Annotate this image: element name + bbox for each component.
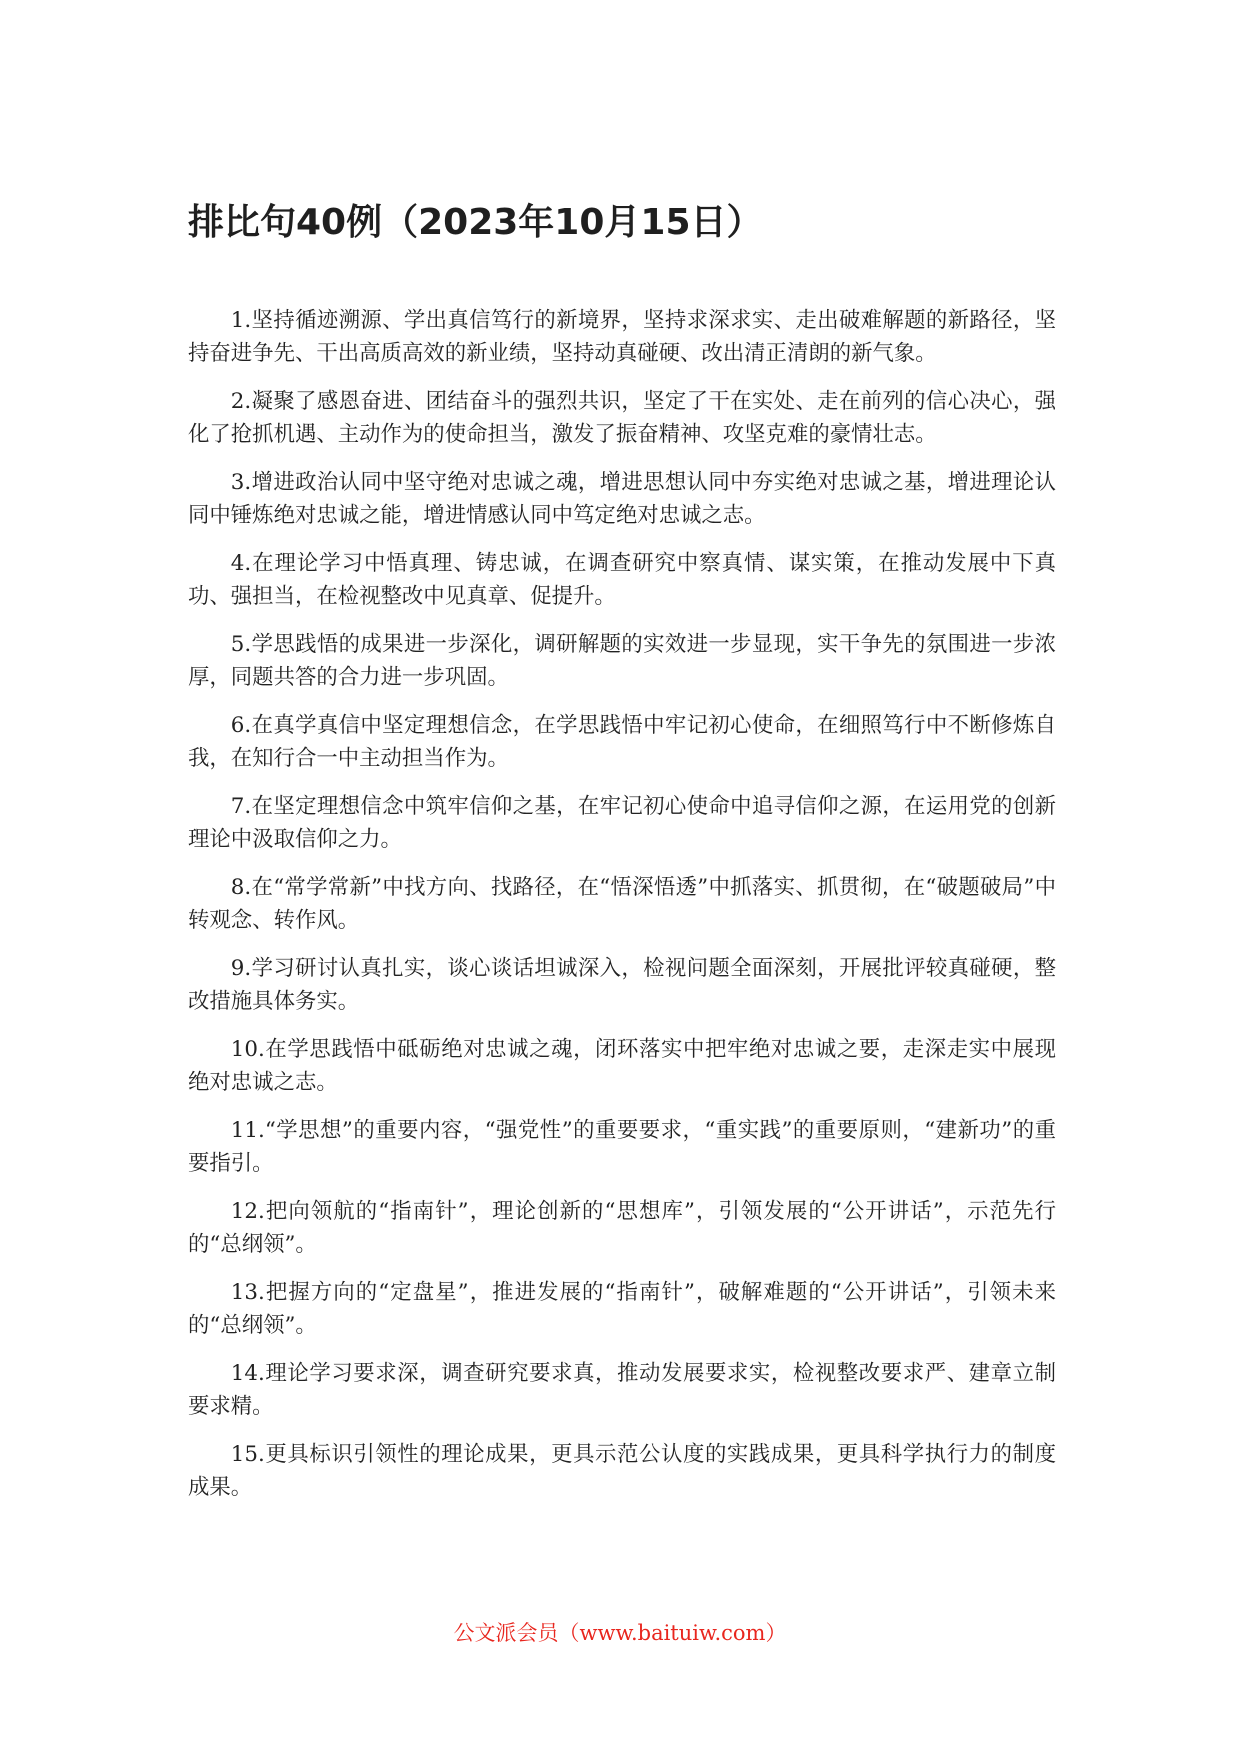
paragraph-2: 2.凝聚了感恩奋进、团结奋斗的强烈共识，坚定了干在实处、走在前列的信心决心，强化了抢抓机遇、主动作为的使命担当，激发了振奋精神、攻坚克难的豪情壮志。 — [188, 389, 1056, 447]
page-title: 排比句40例（2023年10月15日） — [188, 202, 763, 243]
paragraph-11: 11.“学思想”的重要内容，“强党性”的重要要求，“重实践”的重要原则，“建新功”的重要指引。 — [188, 1118, 1056, 1176]
paragraph-4: 4.在理论学习中悟真理、铸忠诚，在调查研究中察真情、谋实策，在推动发展中下真功、强担当，在检视整改中见真章、促提升。 — [188, 551, 1056, 609]
paragraph-9: 9.学习研讨认真扎实，谈心谈话坦诚深入，检视问题全面深刻，开展批评较真碰硬，整改措施具体务实。 — [188, 956, 1056, 1014]
paragraph-14: 14.理论学习要求深，调查研究要求真，推动发展要求实，检视整改要求严、建章立制要求精。 — [188, 1361, 1056, 1419]
paragraph-8: 8.在“常学常新”中找方向、找路径，在“悟深悟透”中抓落实、抓贯彻，在“破题破局”中转观念、转作风。 — [188, 875, 1056, 933]
paragraph-10: 10.在学思践悟中砥砺绝对忠诚之魂，闭环落实中把牢绝对忠诚之要，走深走实中展现绝对忠诚之志。 — [188, 1037, 1056, 1095]
paragraph-6: 6.在真学真信中坚定理想信念，在学思践悟中牢记初心使命，在细照笃行中不断修炼自我，在知行合一中主动担当作为。 — [188, 713, 1056, 771]
paragraph-15: 15.更具标识引领性的理论成果，更具示范公认度的实践成果，更具科学执行力的制度成果。 — [188, 1442, 1056, 1500]
paragraph-12: 12.把向领航的“指南针”，理论创新的“思想库”，引领发展的“公开讲话”，示范先行的“总纲领”。 — [188, 1199, 1056, 1257]
paragraph-3: 3.增进政治认同中坚守绝对忠诚之魂，增进思想认同中夯实绝对忠诚之基，增进理论认同中锤炼绝对忠诚之能，增进情感认同中笃定绝对忠诚之志。 — [188, 470, 1056, 528]
paragraph-7: 7.在坚定理想信念中筑牢信仰之基，在牢记初心使命中追寻信仰之源，在运用党的创新理论中汲取信仰之力。 — [188, 794, 1056, 852]
paragraph-13: 13.把握方向的“定盘星”，推进发展的“指南针”，破解难题的“公开讲话”，引领未来的“总纲领”。 — [188, 1280, 1056, 1338]
paragraph-5: 5.学思践悟的成果进一步深化，调研解题的实效进一步显现，实干争先的氛围进一步浓厚，同题共答的合力进一步巩固。 — [188, 632, 1056, 690]
paragraph-list — [188, 304, 1056, 1519]
paragraph-1: 1.坚持循迹溯源、学出真信笃行的新境界，坚持求深求实、走出破难解题的新路径，坚持奋进争先、干出高质高效的新业绩，坚持动真碰硬、改出清正清朗的新气象。 — [188, 308, 1056, 366]
footer-watermark-link[interactable]: 公文派会员（www.baituiw.com） — [453, 1621, 787, 1645]
